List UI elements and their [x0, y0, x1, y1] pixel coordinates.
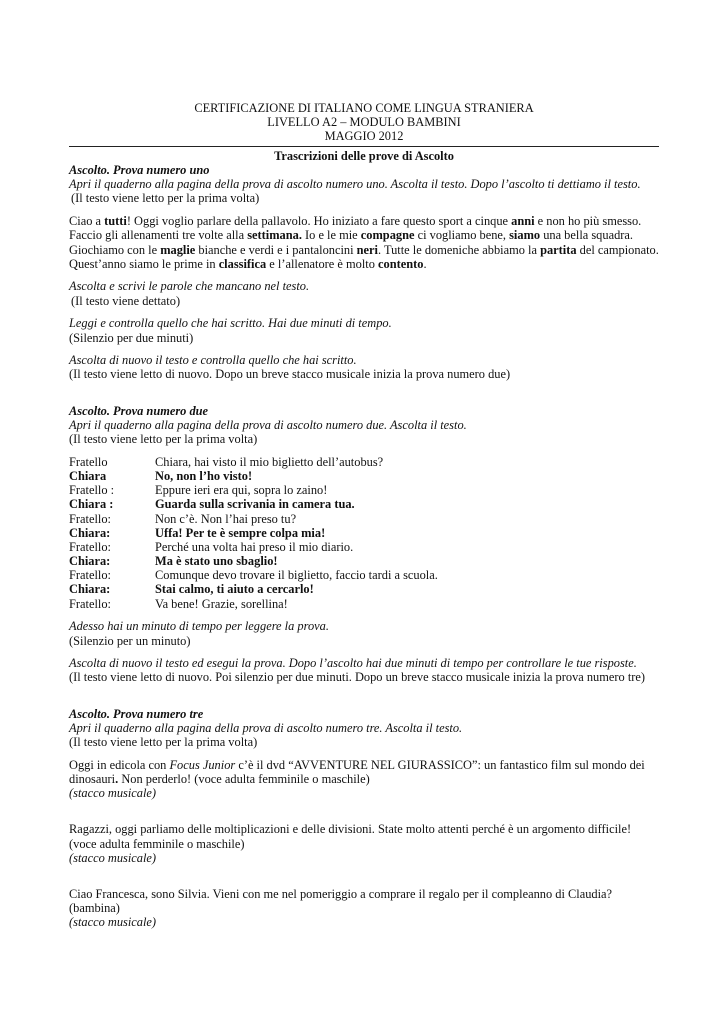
speaker: Chiara [69, 468, 107, 483]
header-line-date: MAGGIO 2012 [324, 129, 404, 144]
speaker: Fratello: [69, 568, 111, 583]
text-run-bold: contento [378, 256, 424, 271]
text-run-bold: neri [356, 242, 378, 257]
dialogue-line [69, 483, 659, 497]
text-run-bold: tutti [104, 214, 127, 229]
message-1 [69, 758, 659, 786]
dialogue-line [69, 526, 659, 540]
section-2-note-2: (Silenzio per un minuto) [69, 633, 191, 648]
text-run-bold: maglie [160, 242, 196, 257]
document-body [69, 163, 659, 930]
dialogue-line [69, 469, 659, 483]
musical-break-1: (stacco musicale) [69, 786, 157, 801]
header-line-certification: CERTIFICAZIONE DI ITALIANO COME LINGUA STRANIERA [194, 101, 534, 115]
section-1-instruction: Apri il quaderno alla pagina della prova di ascolto numero uno. Ascolta il testo. Dopo l’ascolto ti dettiamo il testo. [69, 177, 641, 192]
speaker: Fratello : [69, 483, 115, 498]
section-1-instruction-2: Ascolta e scrivi le parole che mancano nel testo. [69, 279, 310, 294]
speech: No, non l’ho visto! [155, 468, 253, 483]
text-run: una bella squadra. Giochiamo con le [69, 228, 633, 257]
text-run: ! Oggi voglio parlare della pallavolo. Ho iniziato a fare questo sport a cinque [126, 214, 512, 229]
text-run: ci vogliamo bene, [414, 228, 510, 243]
text-run: Ciao a [69, 214, 105, 229]
speech: Va bene! Grazie, sorellina! [155, 596, 288, 611]
section-1-note-3: (Silenzio per due minuti) [69, 330, 194, 345]
dialogue-line [69, 455, 659, 469]
dialogue-line [69, 554, 659, 568]
header-divider [69, 146, 659, 147]
text-run: e non ho più smesso. Faccio gli allenamenti tre volte alla [69, 214, 642, 243]
text-run: Io e le mie [301, 228, 361, 243]
speech: Guarda sulla scrivania in camera tua. [155, 497, 355, 512]
section-3-instruction: Apri il quaderno alla pagina della prova di ascolto numero tre. Ascolta il testo. [69, 720, 463, 735]
speech: Comunque devo trovare il biglietto, faccio tardi a scuola. [155, 568, 438, 583]
dialogue [69, 455, 659, 611]
text-run-bold: compagne [360, 228, 415, 243]
speaker: Fratello [69, 454, 108, 469]
section-1-instruction-3: Leggi e controlla quello che hai scritto. Hai due minuti di tempo. [69, 316, 392, 331]
section-1-note-4: (Il testo viene letto di nuovo. Dopo un breve stacco musicale inizia la prova numero due) [69, 367, 511, 382]
speech: Non c’è. Non l’hai preso tu? [155, 511, 297, 526]
text-run: del campionato. Quest’anno siamo le prime in [69, 242, 659, 271]
section-1-note-2: (Il testo viene dettato) [71, 293, 181, 308]
speaker: Fratello: [69, 511, 111, 526]
text-run-bold: anni [511, 214, 535, 229]
dialogue-line [69, 568, 659, 582]
message-2: Ragazzi, oggi parliamo delle moltiplicazioni e delle divisioni. State molto attenti perché è un argomento difficile! (voce adulta femminile o maschile) [69, 822, 632, 851]
dialogue-line [69, 582, 659, 596]
document-subtitle: Trascrizioni delle prove di Ascolto [274, 149, 454, 163]
dialogue-line [69, 497, 659, 511]
speech: Perché una volta hai preso il mio diario. [155, 539, 354, 554]
section-1-note: (Il testo viene letto per la prima volta) [71, 191, 260, 206]
musical-break-2: (stacco musicale) [69, 850, 157, 865]
dialogue-line [69, 597, 659, 611]
text-run: . [423, 256, 427, 271]
magazine-title: Focus Junior [169, 757, 236, 772]
speech: Uffa! Per te è sempre colpa mia! [155, 525, 326, 540]
section-2-instruction: Apri il quaderno alla pagina della prova di ascolto numero due. Ascolta il testo. [69, 417, 467, 432]
message-3: Ciao Francesca, sono Silvia. Vieni con me nel pomeriggio a comprare il regalo per il compleanno di Claudia? (bambina) [69, 886, 613, 916]
section-2-instruction-2: Adesso hai un minuto di tempo per leggere la prova. [69, 619, 329, 634]
section-3-note: (Il testo viene letto per la prima volta) [69, 735, 258, 750]
text-run-bold: settimana. [247, 228, 302, 243]
section-1-title: Ascolto. Prova numero uno [69, 163, 210, 177]
document-header [69, 101, 659, 144]
section-2-title: Ascolto. Prova numero due [69, 403, 209, 418]
speech: Stai calmo, ti aiuto a cercarlo! [155, 582, 314, 597]
speech: Ma è stato uno sbaglio! [155, 554, 278, 569]
speaker: Chiara: [69, 582, 111, 597]
text-run: . Tutte le domeniche abbiamo la [378, 242, 541, 257]
dialogue-line [69, 540, 659, 554]
speaker: Chiara : [69, 497, 114, 512]
section-2-note: (Il testo viene letto per la prima volta) [69, 432, 258, 447]
speaker: Chiara: [69, 525, 111, 540]
text-run: Non perderlo! (voce adulta femminile o maschile) [118, 771, 370, 786]
speaker: Fratello: [69, 539, 111, 554]
speaker: Fratello: [69, 596, 111, 611]
section-1-instruction-4: Ascolta di nuovo il testo e controlla quello che hai scritto. [69, 353, 357, 368]
section-1-text [69, 214, 659, 271]
dialogue-line [69, 512, 659, 526]
text-run: Oggi in edicola con [69, 757, 170, 772]
text-run: e l’allenatore è molto [266, 256, 378, 271]
text-run: c’è il dvd “AVVENTURE NEL GIURASSICO”: un fantastico film sul mondo dei dinosauri [69, 757, 645, 786]
speech: Chiara, hai visto il mio biglietto dell’autobus? [155, 454, 384, 469]
header-line-level: LIVELLO A2 – MODULO BAMBINI [267, 115, 461, 130]
section-2-instruction-3: Ascolta di nuovo il testo ed esegui la prova. Dopo l’ascolto hai due minuti di tempo per controllare le tue risposte. [69, 656, 637, 671]
text-run-bold: siamo [509, 228, 541, 243]
text-run-bold: partita [540, 242, 577, 257]
speaker: Chiara: [69, 554, 111, 569]
musical-break-3: (stacco musicale) [69, 915, 157, 930]
text-run-bold: . [115, 771, 119, 786]
text-run-bold: classifica [218, 256, 267, 271]
section-3-title: Ascolto. Prova numero tre [69, 706, 204, 721]
section-2-note-3: (Il testo viene letto di nuovo. Poi silenzio per due minuti. Dopo un breve stacco musicale inizia la prova numero tre) [69, 670, 646, 685]
text-run: bianche e verdi e i pantaloncini [195, 242, 357, 257]
speech: Eppure ieri era qui, sopra lo zaino! [155, 483, 328, 498]
